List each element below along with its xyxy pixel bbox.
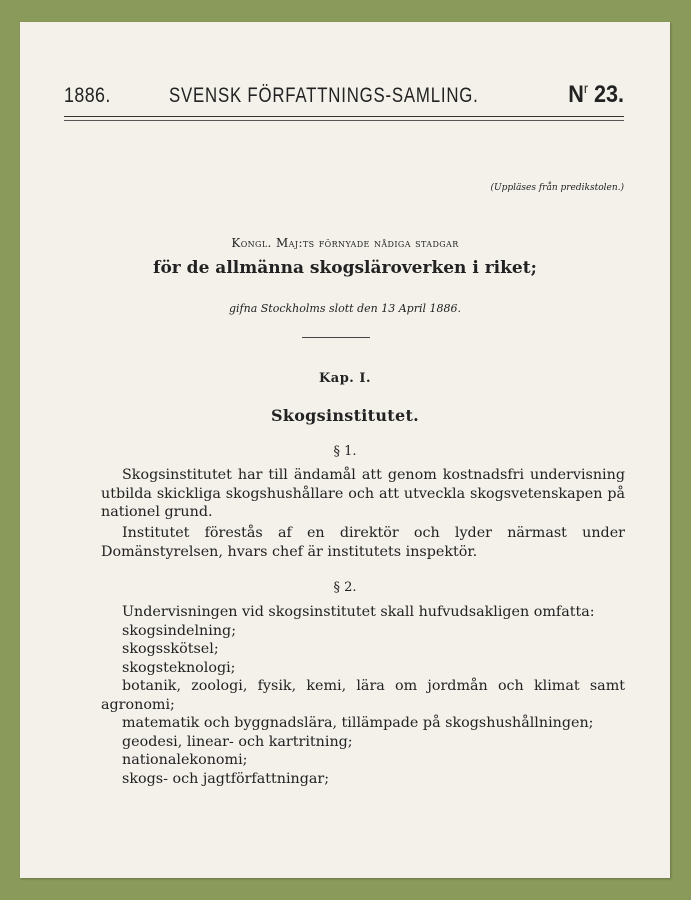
list-item: nationalekonomi; — [122, 752, 248, 768]
list-item: skogs- och jagtförfattningar; — [122, 770, 330, 787]
section-2-intro: Undervisningen vid skogsinstitutet skall hufvudsakligen omfatta: — [122, 604, 595, 620]
list-item: matematik och byggnadslära, tillämpade på skogshushållningen; — [122, 715, 594, 731]
list-item: geodesi, linear- och kartritning; — [122, 733, 353, 750]
header-rule — [64, 116, 624, 117]
header-year: 1886. — [64, 84, 111, 107]
decree-issuer: Kongl. Maj:ts förnyade nådiga stadgar — [231, 236, 459, 250]
decree-given: gifna Stockholms slott den 13 April 1886. — [229, 302, 461, 315]
section-2-body — [101, 603, 625, 788]
divider — [302, 337, 370, 338]
running-header — [64, 78, 624, 114]
document-page — [20, 22, 670, 878]
section-1-paragraph-2: Institutet förestås af en direktör och lyder närmast under Domänstyrelsen, hvars chef är institutets inspektör. — [101, 525, 625, 560]
list-item: skogsindelning; — [122, 622, 237, 639]
list-item: skogsskötsel; — [122, 641, 219, 657]
header-rule-thin — [64, 120, 624, 121]
decree-subject: för de allmänna skogsläroverken i riket; — [153, 258, 537, 278]
section-1-label: § 1. — [333, 444, 357, 459]
section-1-paragraph-1: Skogsinstitutet har till ändamål att genom kostnadsfri undervisning utbilda skickliga skogshushållare och att utveckla skogsvetenskapen på nationel grund. — [101, 467, 625, 520]
list-item: skogsteknologi; — [122, 659, 236, 676]
section-2-label: § 2. — [333, 580, 357, 595]
header-title: SVENSK FÖRFATTNINGS-SAMLING. — [169, 84, 479, 107]
reading-note: (Uppläses från predikstolen.) — [490, 183, 624, 193]
header-number: $N^r$ 23. — [568, 80, 624, 108]
chapter-label: Kap. I. — [319, 371, 371, 386]
list-item: botanik, zoologi, fysik, kemi, lära om jordmån och klimat samt agronomi; — [101, 678, 625, 713]
chapter-title: Skogsinstitutet. — [270, 406, 420, 425]
